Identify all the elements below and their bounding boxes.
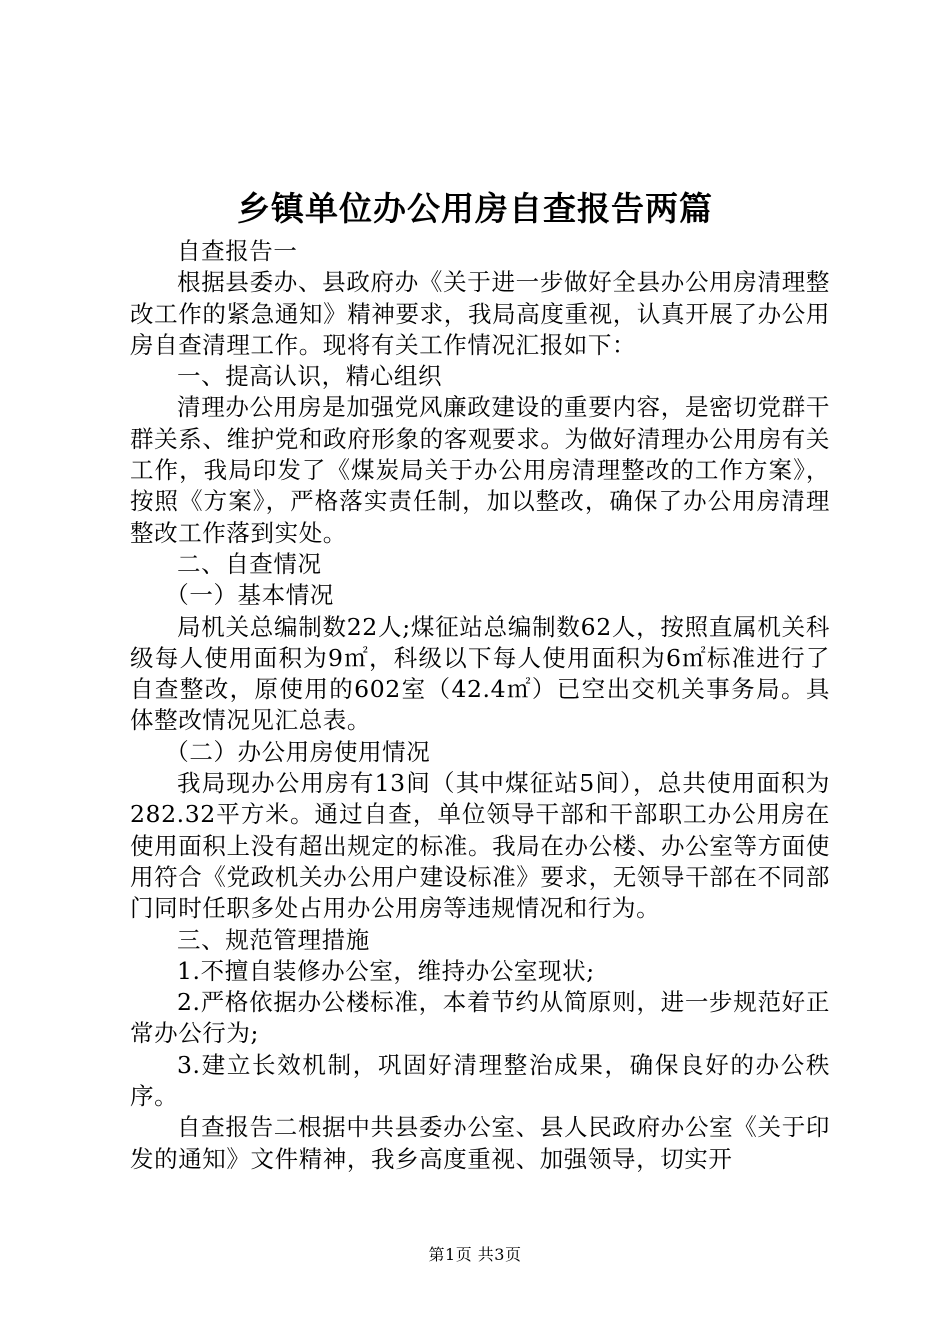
list-item-3: 3.建立长效机制，巩固好清理整治成果，确保良好的办公秩序。 — [130, 1050, 830, 1111]
section-heading-1: 一、提高认识，精心组织 — [177, 362, 443, 391]
paragraph-section-1: 清理办公用房是加强党风廉政建设的重要内容，是密切党群干群关系、维护党和政府形象的客观要求。为做好清理办公用房有关工作，我局印发了《煤炭局关于办公用房清理整改的工作方案》，按照《方案》，严格落实责任制，加以整改，确保了办公用房清理整改工作落到实处。 — [130, 393, 830, 547]
section-heading-3: 三、规范管理措施 — [177, 925, 370, 954]
subsection-heading-basic: （一）基本情况 — [165, 581, 334, 610]
paragraph-usage: 我局现办公用房有13间（其中煤征站5间），总共使用面积为282.32平方米。通过自查，单位领导干部和干部职工办公用房在使用面积上没有超出规定的标准。我局在办公楼、办公室等方面使用符合《党政机关办公用户建设标准》要求，无领导干部在不同部门同时任职多处占用办公用房等违规情况和行为。 — [130, 769, 830, 923]
page-footer: 第1页 共3页 — [428, 1245, 522, 1264]
subsection-heading-usage: （二）办公用房使用情况 — [165, 737, 431, 766]
paragraph-report-one-heading: 自查报告一 — [177, 237, 298, 265]
list-item-2: 2.严格依据办公楼标准，本着节约从简原则，进一步规范好正常办公行为; — [130, 988, 830, 1048]
document-title: 乡镇单位办公用房自查报告两篇 — [237, 189, 713, 228]
paragraph-report-two: 自查报告二根据中共县委办公室、县人民政府办公室《关于印发的通知》文件精神，我乡高度重视、加强领导，切实开 — [130, 1113, 830, 1173]
section-heading-2: 二、自查情况 — [177, 549, 322, 578]
list-item-1: 1.不擅自装修办公室，维持办公室现状; — [177, 956, 595, 985]
paragraph-basic-info: 局机关总编制数22人;煤征站总编制数62人，按照直属机关科级每人使用面积为9㎡，科级以下每人使用面积为6㎡标准进行了自查整改，原使用的602室（42.4㎡）已空出交机关事务局。具体整改情况见汇总表。 — [130, 612, 830, 735]
document-body — [130, 236, 830, 1175]
paragraph-intro: 根据县委办、县政府办《关于进一步做好全县办公用房清理整改工作的紧急通知》精神要求，我局高度重视，认真开展了办公用房自查清理工作。现将有关工作情况汇报如下： — [130, 268, 830, 359]
